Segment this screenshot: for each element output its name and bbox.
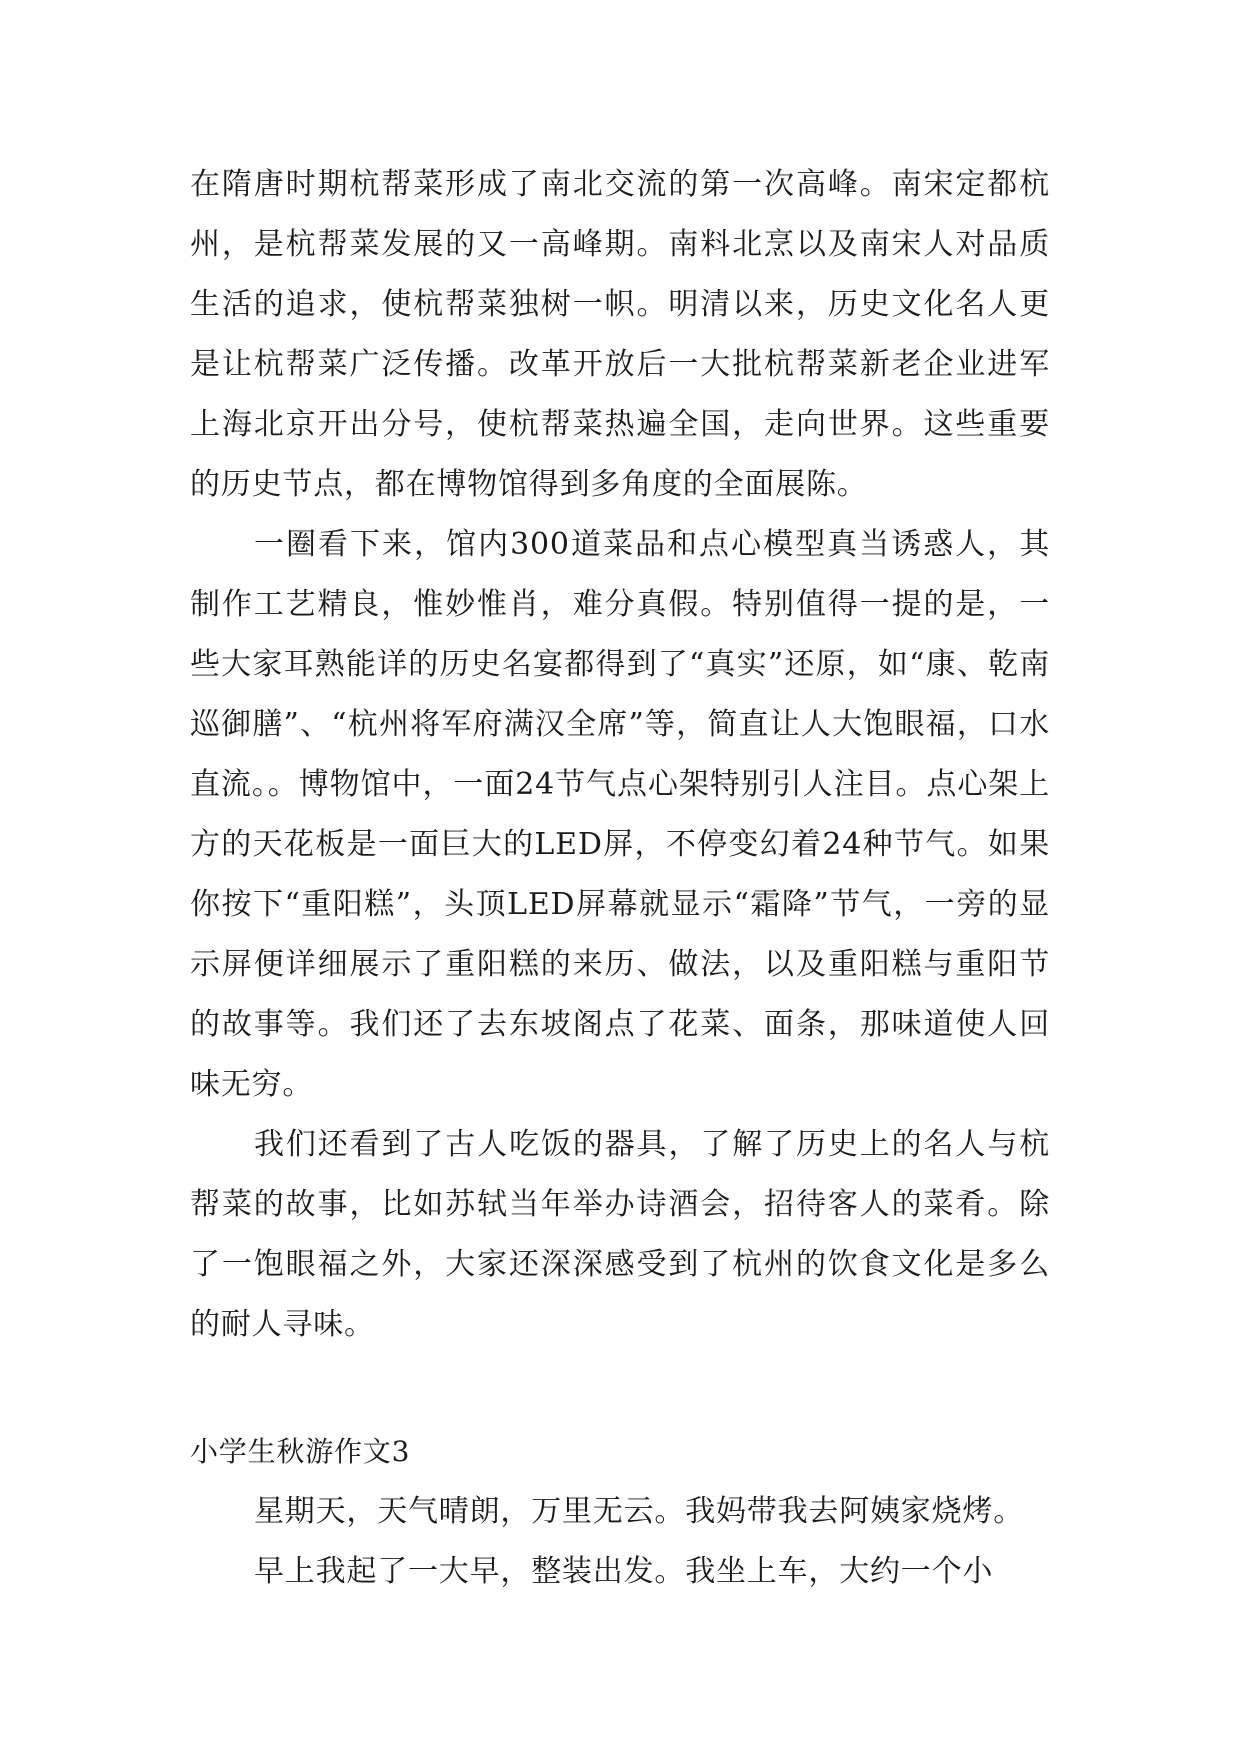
document-page xyxy=(190,155,1050,1602)
body-paragraph-conclusion: 我们还看到了古人吃饭的器具，了解了历史上的名人与杭帮菜的故事，比如苏轼当年举办诗酒会，招待客人的菜肴。除了一饱眼福之外，大家还深深感受到了杭州的饮食文化是多么的耐人寻味。 xyxy=(190,1127,1050,1342)
body-paragraph-history: 在隋唐时期杭帮菜形成了南北交流的第一次高峰。南宋定都杭州，是杭帮菜发展的又一高峰期。南料北烹以及南宋人对品质生活的追求，使杭帮菜独树一帜。明清以来，历史文化名人更是让杭帮菜广泛传播。改革开放后一大批杭帮菜新老企业进军上海北京开出分号，使杭帮菜热遍全国，走向世界。这些重要的历史节点，都在博物馆得到多角度的全面展陈。 xyxy=(190,167,1050,502)
body-paragraph-museum-visit: 一圈看下来，馆内300道菜品和点心模型真当诱惑人，其制作工艺精良，惟妙惟肖，难分真假。特别值得一提的是，一些大家耳熟能详的历史名宴都得到了“真实”还原，如“康、乾南巡御膳”、“杭州将军府满汉全席”等，简直让人大饱眼福，口水直流。。博物馆中，一面24节气点心架特别引人注目。点心架上方的天花板是一面巨大的LED屏，不停变幻着24种节气。如果你按下“重阳糕”，头顶LED屏幕就显示“霜降”节气，一旁的显示屏便详细展示了重阳糕的来历、做法，以及重阳糕与重阳节的故事等。我们还了去东坡阁点了花菜、面条，那味道使人回味无穷。 xyxy=(190,527,1050,1102)
section-paragraph-weather: 星期天，天气晴朗，万里无云。我妈带我去阿姨家烧烤。 xyxy=(254,1494,1024,1529)
section-paragraph-morning: 早上我起了一大早，整装出发。我坐上车，大约一个小 xyxy=(254,1554,994,1589)
section-title: 小学生秋游作文3 xyxy=(190,1435,411,1468)
